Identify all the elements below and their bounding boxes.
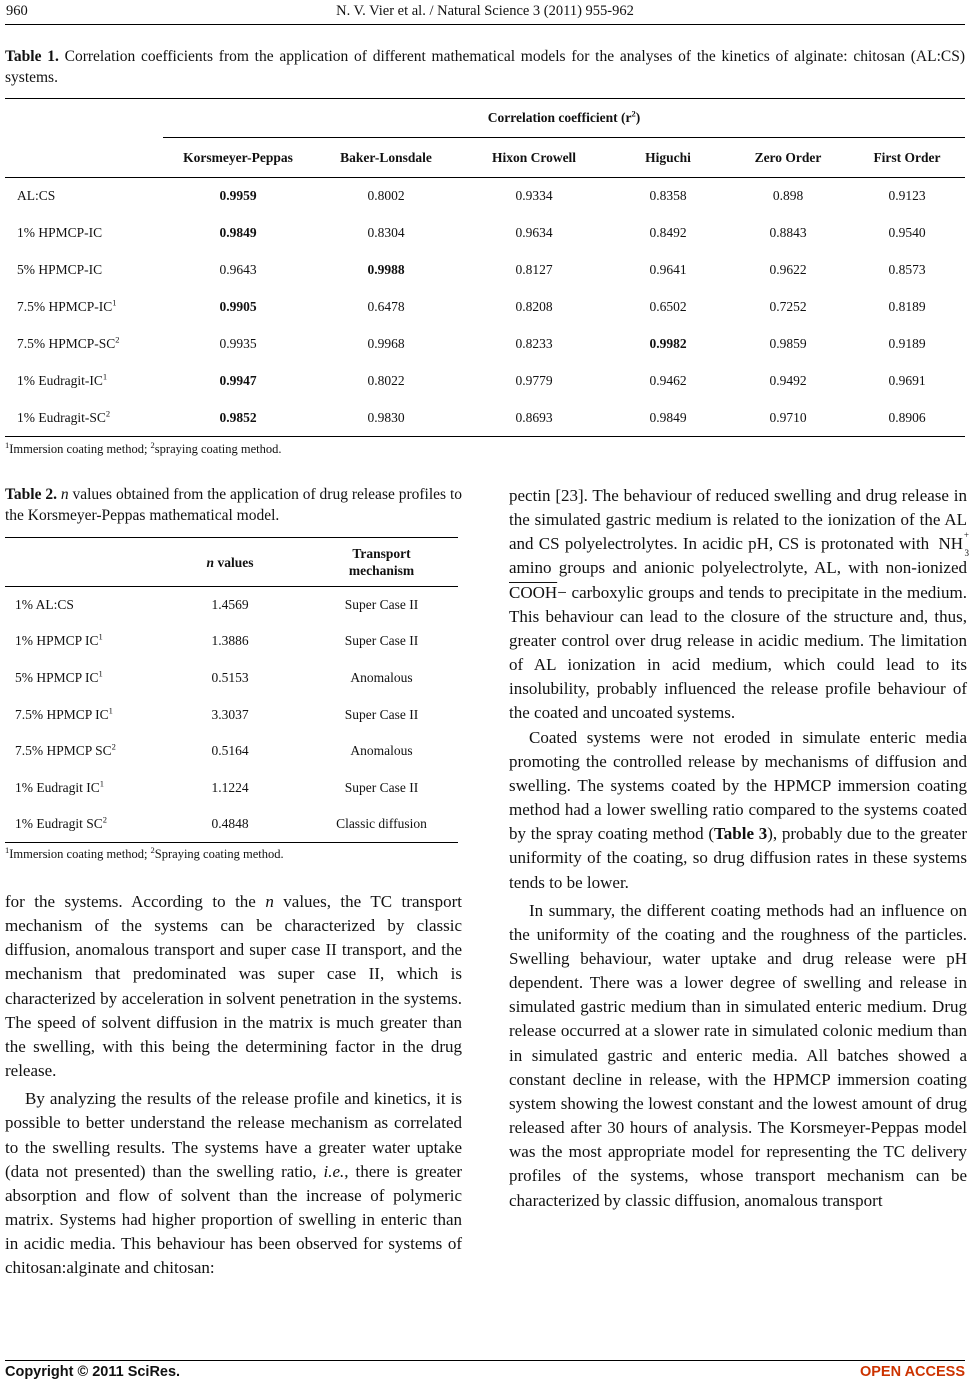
right-paragraph-2: Coated systems were not eroded in simulate enteric media promoting the controlled release by mechanisms of diffusion and swelling. The systems coated by the HPMCP immersion coating method had a lower swelling ratio compared to the systems coated by the spray coating method (Table 3), probably due to the greater uniformity of the coating, so drug diffusion rates in these systems tends to be lower. [509, 727, 967, 892]
table1-group-header-row [5, 99, 965, 138]
right-column-text [509, 484, 967, 1213]
table1-row-label: AL:CS [17, 188, 56, 204]
table1-row-label: 1% Eudragit-$SC^2$ [5, 400, 163, 437]
table1-cell: 0.9641 [649, 262, 687, 277]
table1-cell: 0.8022 [367, 373, 405, 388]
table2-row [5, 660, 458, 697]
table2-row-label: 1% Eudragit $IC^1$ [15, 778, 104, 795]
table1-row-label: 1% Eudragit-$IC^1$ [17, 371, 108, 388]
table2-cell-mechanism: Anomalous [350, 743, 413, 759]
table1-cell: 0.9540 [888, 225, 926, 240]
table1 [5, 98, 965, 437]
copyright: Copyright © 2011 SciRes. [5, 1364, 181, 1380]
page-footer [5, 1364, 965, 1386]
table2 [5, 537, 458, 843]
table1-col-header: Korsmeyer-Peppas [163, 138, 313, 178]
table2-cell-n: 0.4848 [155, 806, 305, 843]
table1-row [5, 252, 965, 289]
table2-cell-n: 3.3037 [211, 706, 249, 722]
table1-cell: 0.9123 [888, 188, 926, 204]
left-paragraph-1: for the systems. According to the n values, the TC transport mechanism of the systems can be characterized by classic diffusion, anomalous transport and super case II transport, and the mechanism that predominated was super case II, which is characterized by acceleration in solvent penetration in the systems. The speed of solvent diffusion in the matrix is much greater than the swelling, with this being the determining factor in the drug release. [5, 892, 462, 1081]
table2-row-label: 1% HPMCP $IC^1$ [15, 631, 103, 649]
page-number: 960 [6, 3, 28, 19]
table1-caption-text: Correlation coefficients from the application of different mathematical models for the analyses of the kinetics of alginate: chitosan (AL:CS) systems. [5, 48, 965, 86]
table1-cell: 0.9968 [367, 336, 405, 351]
table1-cell: 0.8358 [649, 188, 687, 204]
table1-cell: 0.9710 [727, 400, 849, 437]
table1-cell: 0.9852 [163, 400, 313, 437]
table1-footnote: $^1$Immersion coating method; $^2$spraying coating method. [5, 439, 282, 456]
table1-cell: 0.9988 [367, 262, 405, 277]
table2-body [5, 587, 458, 843]
table2-footnote: $^1$Immersion coating method; $^2$Spraying coating method. [5, 844, 284, 861]
left-column-text [5, 890, 462, 1281]
running-head: N. V. Vier et al. / Natural Science 3 (2011) 955-962 [336, 3, 634, 19]
table1-row [5, 326, 965, 363]
table1-row [5, 363, 965, 400]
open-access-badge: OPEN ACCESS [859, 1364, 965, 1380]
table1-cell: 0.9334 [515, 188, 553, 204]
table1-cell: 0.9462 [649, 373, 687, 388]
table1-corner-cell [5, 99, 163, 138]
header-rule [5, 24, 965, 25]
table1-body [5, 178, 965, 437]
table1-cell: 0.9849 [609, 400, 727, 437]
table1-cell: 0.6478 [367, 299, 405, 314]
table1-cell: 0.9935 [219, 336, 257, 351]
table1-row [5, 178, 965, 215]
table1-row [5, 400, 965, 437]
footer-rule [5, 1360, 965, 1361]
table1-row-label: 7.5% HPMCP-$SC^2$ [17, 334, 120, 351]
table1-cell: 0.8208 [515, 299, 553, 314]
table1-cell: 0.9189 [888, 336, 926, 351]
table2-cell-mechanism: Classic diffusion [305, 806, 458, 843]
table2-cell-mechanism: Super Case II [344, 597, 419, 613]
table2-header-row [5, 538, 458, 587]
table1-row-label: 1% HPMCP-IC [17, 225, 103, 240]
table1-cell: 0.8906 [849, 400, 965, 437]
table2-cell-n: 1.3886 [211, 633, 249, 649]
table2-cell-n: 1.1224 [211, 779, 249, 795]
table2-row-label: 1% AL:CS [15, 597, 74, 613]
table1-caption-label: Table 1. [5, 48, 59, 65]
table1-cell: 0.8189 [888, 299, 926, 314]
table2-cell-mechanism: Super Case II [344, 633, 419, 649]
table1-row [5, 215, 965, 252]
table2-row-label: 7.5% HPMCP $IC^1$ [15, 705, 113, 722]
table2-row [5, 733, 458, 770]
table1-col-header: Higuchi [609, 138, 727, 178]
table1-cell: 0.9634 [515, 225, 553, 240]
table2-row [5, 696, 458, 733]
table1-cell: 0.9779 [515, 373, 553, 388]
table1-corner-cell-2 [5, 138, 163, 178]
table2-row-label: 7.5% HPMCP $SC^2$ [15, 741, 116, 759]
table2-cell-n: 0.5153 [211, 669, 249, 685]
table1-cell: 0.8573 [888, 262, 926, 277]
table1-cell: 0.9905 [219, 299, 257, 314]
table1-row-label: 7.5% HPMCP-$IC^1$ [17, 297, 117, 314]
right-paragraph-1: pectin [23]. The behaviour of reduced swelling and drug release in the simulated gastric medium is related to the ionization of the AL and CS polyelectrolytes. In acidic pH, CS is protonated with NH + 3 amino groups and anionic polyelectrolyte, AL, with non-ionized COOH− carboxylic groups and tends to precipitate in the medium. This behaviour can lead to the closure of the structure and, thus, greater control over drug release in acidic medium. The limitation of AL ionization in acid medium, which could lead to its insolubility, probably influenced the release profile behaviour of the coated and uncoated systems. [509, 486, 969, 723]
table1-col-header: First Order [849, 138, 965, 178]
table1-cell: 0.9947 [219, 373, 257, 388]
left-paragraph-2: By analyzing the results of the release profile and kinetics, it is possible to better understand the release mechanism as correlated to the swelling results. The systems have a greater water uptake (data not presented) than the swelling ratio, i.e., there is greater absorption and flow of solvent than the increase of polymeric matrix. Systems had higher proportion of swelling in enteric than in acidic media. This behaviour has been observed for systems of chitosan:alginate and chitosan: [5, 1089, 463, 1278]
table2-cell-n: 0.5164 [211, 743, 249, 759]
table1-cell: 0.8002 [367, 188, 405, 204]
table1-cell: 0.8233 [515, 336, 553, 351]
table2-row [5, 587, 458, 624]
table2-cell-n: 1.4569 [211, 597, 249, 613]
table1-header-row [5, 138, 965, 178]
table1-cell: 0.9849 [219, 225, 257, 240]
table2-corner-cell [5, 538, 155, 587]
table1-cell: 0.9622 [769, 262, 807, 277]
table1-row [5, 289, 965, 326]
table2-caption-label: Table 2. [5, 486, 57, 503]
table1-cell: 0.8843 [769, 225, 807, 240]
table1-caption [5, 46, 965, 88]
table1-cell: 0.9492 [769, 373, 807, 388]
table2-row-label: 5% HPMCP $IC^1$ [15, 668, 103, 685]
table2-col-transport: Transport mechanism [305, 538, 458, 587]
table1-col-header: Baker-Lonsdale [313, 138, 459, 178]
table2-row [5, 806, 458, 843]
table1-cell: 0.6502 [649, 299, 687, 314]
table1-group-header: Correlation coefficient $(r^2)$ [163, 99, 965, 138]
table1-cell: 0.9982 [649, 336, 687, 351]
nh3-formula: NH + 3 [938, 530, 969, 559]
table2-cell-mechanism: Super Case II [344, 706, 419, 722]
table3-reference: Table 3 [713, 824, 768, 844]
table2-row [5, 623, 458, 660]
table1-cell: 0.898 [772, 188, 804, 204]
right-paragraph-3: In summary, the different coating methods had an influence on the uniformity of the coating and the roughness of the particles. Swelling behaviour, water uptake and drug release were pH dependent. There was a lower degree of swelling and release in simulated gastric medium than in simulated enteric medium. Drug release occurred at a slower rate in simulated colonic medium than in simulated gastric and enteric media. All batches showed a constant decline in release, with the HPMCP immersion coating system showing the lowest constant and the lowest amount of drug released after 30 hours of analysis. The Korsmeyer-Peppas model was the most appropriate model for representing the TC delivery profiles of the systems, whose transport mechanism can be characterized by classic diffusion, anomalous transport [509, 900, 967, 1210]
table2-cell-mechanism: Super Case II [344, 779, 419, 795]
table1-cell: 0.9859 [769, 336, 807, 351]
table1-col-header: Zero Order [727, 138, 849, 178]
table1-cell: 0.8693 [459, 400, 609, 437]
table1-cell: 0.9830 [313, 400, 459, 437]
page-header [6, 3, 964, 25]
table1-row-label: 5% HPMCP-IC [17, 262, 103, 277]
table1-cell: 0.8127 [515, 262, 553, 277]
table2-caption-text: values obtained from the application of drug release profiles to the Korsmeyer-Peppas mathematical model. [5, 486, 463, 524]
table1-col-header: Hixon Crowell [459, 138, 609, 178]
table1-cell: 0.9643 [219, 262, 257, 277]
table1-cell: 0.8304 [367, 225, 405, 240]
table2-row-label: 1% Eudragit $SC^2$ [5, 806, 155, 843]
table2-caption: Table 2. n values obtained from the application of drug release profiles to the Korsmeyer-Peppas mathematical model. [5, 486, 463, 524]
table2-col-n: n values [155, 538, 305, 587]
table2-cell-mechanism: Anomalous [350, 669, 413, 685]
table1-cell: 0.7252 [769, 299, 807, 314]
table2-row [5, 769, 458, 806]
table1-cell: 0.9691 [888, 373, 926, 388]
table1-cell: 0.9959 [219, 188, 257, 204]
cooh-formula: COOH [509, 582, 558, 602]
table1-cell: 0.8492 [649, 225, 687, 240]
